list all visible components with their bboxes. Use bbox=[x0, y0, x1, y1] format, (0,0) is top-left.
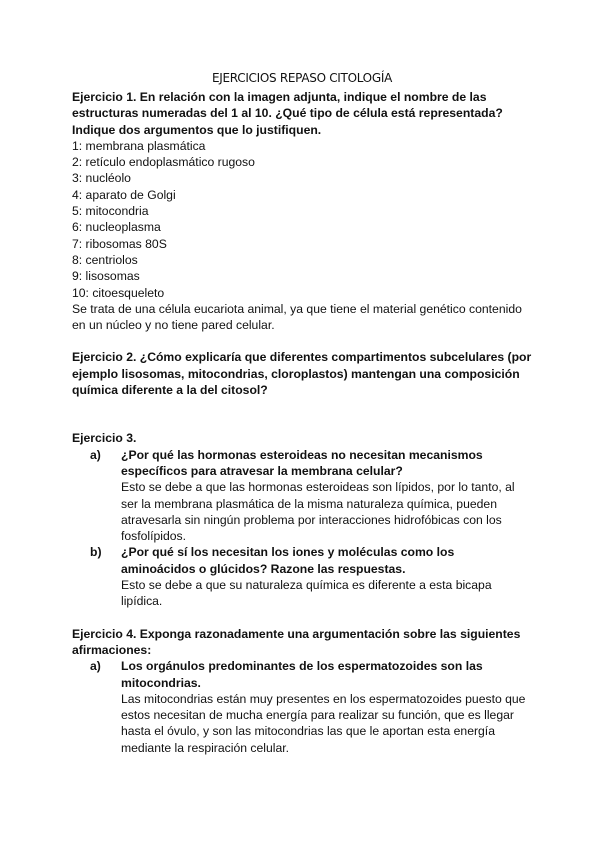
list-item: 10: citoesqueleto bbox=[72, 285, 165, 300]
list-item: 6: nucleoplasma bbox=[72, 220, 161, 235]
list-item: 8: centriolos bbox=[72, 252, 138, 267]
exercise-3a-answer: Esto se debe a que las hormonas esteroideas son lípidos, por lo tanto, al ser la membrana plasmática de la misma naturaleza química, pueden atravesarla sin ningún problema por interacciones hidrofóbicas con los fosfolípidos. bbox=[121, 480, 515, 544]
exercise-4a-answer: Las mitocondrias están muy presentes en los espermatozoides puesto que estos necesitan de mucha energía para realizar su función, que es llegar hasta el óvulo, y son las mitocondrias las que le aportan esta energía mediante la respiración celular. bbox=[121, 691, 526, 755]
exercise-1-question: Ejercicio 1. En relación con la imagen adjunta, indique el nombre de las estructuras numeradas del 1 al 10. ¿Qué tipo de célula está representada? Indique dos argumentos que lo justifiquen. bbox=[72, 90, 503, 137]
exercise-2-question: Ejercicio 2. ¿Cómo explicaría que diferentes compartimentos subcelulares (por ejemplo lisosomas, mitocondrias, cloroplastos) mantengan una composición química diferente a la del citosol? bbox=[72, 350, 532, 398]
part-marker: a) bbox=[90, 659, 101, 674]
part-marker: b) bbox=[90, 545, 102, 560]
part-marker: a) bbox=[90, 447, 101, 462]
document-page bbox=[72, 70, 532, 756]
exercise-4-question: Ejercicio 4. Exponga razonadamente una argumentación sobre las siguientes afirmaciones: bbox=[72, 626, 521, 657]
list-item: 4: aparato de Golgi bbox=[72, 187, 176, 202]
list-item: 7: ribosomas 80S bbox=[72, 236, 167, 251]
list-item: 3: nucléolo bbox=[72, 171, 131, 186]
exercise-3-part-b bbox=[72, 544, 532, 609]
list-item: 9: lisosomas bbox=[72, 269, 140, 284]
exercise-4-part-a bbox=[72, 658, 532, 756]
exercise-3-part-a bbox=[72, 447, 532, 545]
exercise-3a-question: ¿Por qué las hormonas esteroideas no necesitan mecanismos específicos para atravesar la membrana celular? bbox=[121, 447, 483, 478]
exercise-3-heading: Ejercicio 3. bbox=[72, 431, 137, 446]
list-item: 5: mitocondria bbox=[72, 204, 149, 219]
exercise-3b-answer: Esto se debe a que su naturaleza química es diferente a esta bicapa lipídica. bbox=[121, 578, 492, 609]
exercise-1-answer: Se trata de una célula eucariota animal, ya que tiene el material genético contenido en un núcleo y no tiene pared celular. bbox=[72, 301, 522, 333]
exercise-4a-question: Los orgánulos predominantes de los espermatozoides son las mitocondrias. bbox=[121, 659, 483, 690]
exercise-3b-question: ¿Por qué sí los necesitan los iones y moléculas como los aminoácidos o glúcidos? Razone las respuestas. bbox=[121, 545, 455, 576]
list-item: 2: retículo endoplasmático rugoso bbox=[72, 155, 255, 170]
document-title: EJERCICIOS REPASO CITOLOGÍA bbox=[212, 71, 392, 85]
list-item: 1: membrana plasmática bbox=[72, 138, 206, 153]
